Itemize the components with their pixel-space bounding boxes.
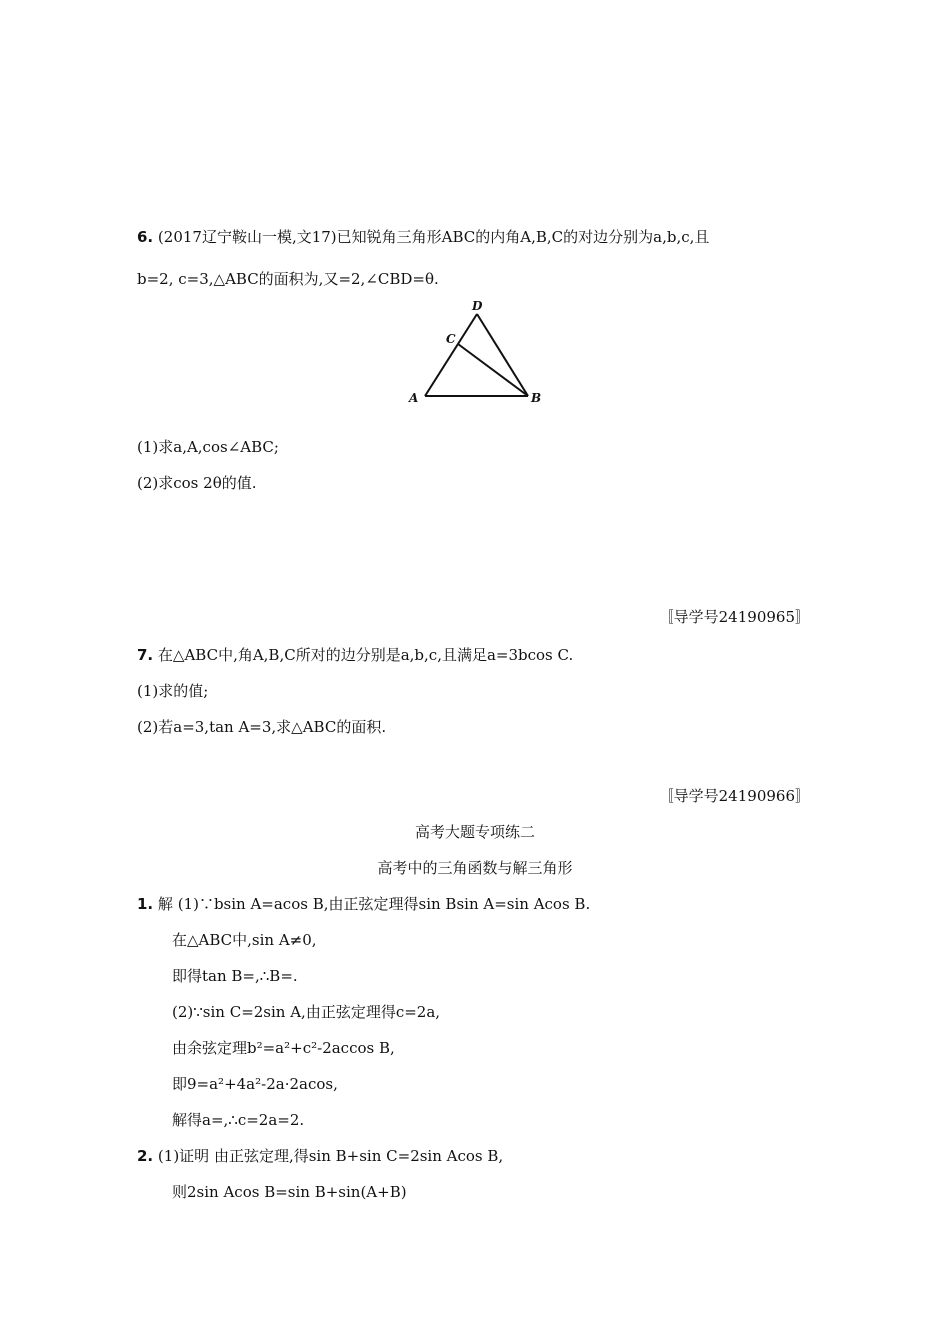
problem-6-number: 6. (137, 228, 154, 246)
vertex-label-c: C (446, 332, 456, 346)
solution-1-line-3: 即得tan B=,∴B=. (172, 967, 298, 985)
segment-ad (425, 314, 477, 396)
solution-2-line-1 (137, 1146, 503, 1166)
solution-1-line-7: 解得a=,∴c=2a=2. (172, 1111, 305, 1129)
problem-6-statement: (2017辽宁鞍山一模,文17)已知锐角三角形ABC的内角A,B,C的对边分别为a,b,c,且 (157, 228, 710, 246)
problem-7-number: 7. (137, 646, 154, 664)
problem-6-question-1: (1)求a,A,cos∠ABC; (137, 438, 279, 456)
problem-6-question-2: (2)求cos 2θ的值. (137, 474, 257, 492)
vertex-label-a: A (409, 391, 419, 405)
problem-6-reference: 〚导学号24190965〛 (658, 608, 810, 626)
problem-7-question-1: (1)求的值; (137, 682, 209, 700)
triangle-figure (400, 292, 560, 412)
problem-6-line-2: b=2, c=3,△ABC的面积为,又=2,∠CBD=θ. (137, 270, 439, 288)
problem-7-reference: 〚导学号24190966〛 (658, 787, 810, 805)
solution-2-text: (1)证明 由正弦定理,得sin B+sin C=2sin Acos B, (157, 1147, 504, 1165)
solution-1-line-5: 由余弦定理b²=a²+c²-2accos B, (172, 1039, 395, 1057)
vertex-label-b: B (531, 391, 542, 405)
solution-1-line-2: 在△ABC中,sin A≠0, (172, 931, 317, 949)
segment-db (477, 314, 528, 396)
solution-1-text: 解 (1)∵bsin A=acos B,由正弦定理得sin Bsin A=sin Acos B. (157, 895, 591, 913)
solution-1-number: 1. (137, 895, 154, 913)
solution-2-number: 2. (137, 1147, 154, 1165)
problem-7-line-1 (137, 645, 573, 665)
solution-2-line-2: 则2sin Acos B=sin B+sin(A+B) (172, 1183, 407, 1201)
solution-1-line-1 (137, 894, 590, 914)
solution-1-line-6: 即9=a²+4a²-2a·2acos, (172, 1075, 338, 1093)
segment-cb (458, 344, 528, 396)
section-title: 高考大题专项练二 (414, 823, 535, 841)
problem-7-statement: 在△ABC中,角A,B,C所对的边分别是a,b,c,且满足a=3bcos C. (157, 646, 574, 664)
section-subtitle: 高考中的三角函数与解三角形 (377, 859, 573, 877)
problem-7-question-2: (2)若a=3,tan A=3,求△ABC的面积. (137, 718, 387, 736)
vertex-label-d: D (472, 299, 483, 313)
problem-6-line-1 (137, 227, 709, 247)
solution-1-line-4: (2)∵sin C=2sin A,由正弦定理得c=2a, (172, 1003, 441, 1021)
